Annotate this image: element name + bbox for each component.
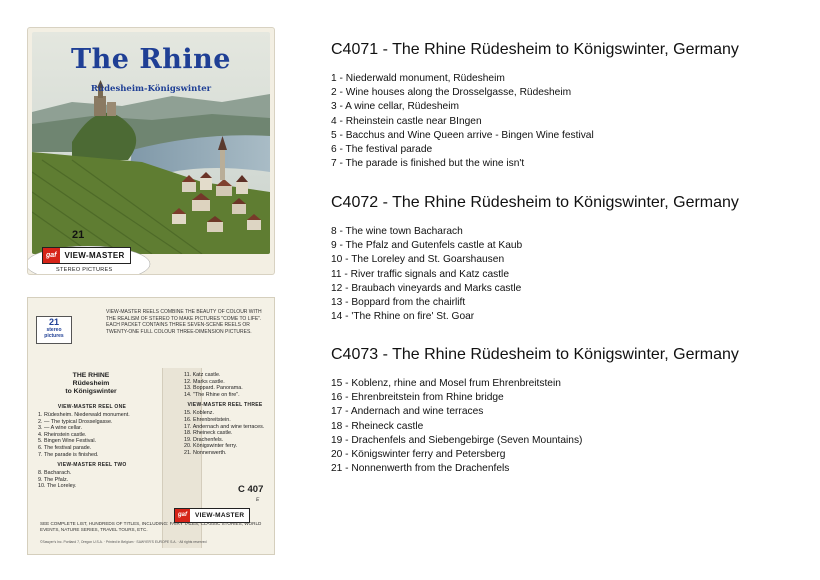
back-title-line3: to Königswinter: [65, 388, 117, 395]
back-badge-number: 21: [48, 317, 59, 327]
list-item: 21 - Nonnenwerth from the Drachenfels: [331, 463, 510, 475]
list-item: 11. Katz castle.: [184, 372, 221, 378]
back-badge-line2: pictures: [44, 333, 64, 339]
gaf-logo: gaf: [43, 248, 60, 263]
list-item: 2. — The typical Drosselgasse.: [38, 418, 113, 425]
product-code-suffix: E: [256, 497, 260, 503]
reel-three-list: [184, 410, 266, 456]
list-item: 3. — A wine cellar.: [38, 425, 83, 432]
reel-one-list: [38, 412, 146, 458]
reel-two-list-left: [38, 470, 146, 490]
list-item: 17 - Andernach and wine terraces: [331, 406, 484, 418]
list-item: 12. Marks castle.: [184, 378, 225, 385]
list-item: 18 - Rheineck castle: [331, 420, 424, 432]
scene-list: [331, 377, 801, 476]
list-item: 4 - Rheinstein castle near BIngen: [331, 115, 482, 127]
list-item: 15 - Koblenz, rhine and Mosel frum Ehrenbreitstein: [331, 378, 561, 389]
front-title: The Rhine: [71, 44, 231, 75]
front-subtitle: Rüdesheim-Königswinter: [90, 84, 212, 94]
list-item: 18. Rheineck castle.: [184, 430, 233, 437]
reel-section-c4071: [331, 41, 801, 171]
list-item: 10 - The Loreley and St. Goarshausen: [331, 254, 505, 266]
list-item: 7. The parade is finished.: [38, 451, 99, 458]
list-item: 12 - Braubach vineyards and Marks castle: [331, 282, 522, 294]
back-title-line1: THE RHINE: [72, 372, 110, 379]
list-item: 10. The Loreley.: [38, 483, 77, 490]
back-title: [36, 372, 146, 396]
back-fine-print: ©Sawyer's Inc. Portland 7, Oregon U.S.A. · Printed in Belgium · SAWYER'S EUROPE S.A. · All rights reserved: [40, 540, 207, 544]
list-item: 20 - Königswinter ferry and Petersberg: [331, 449, 506, 461]
reel-two-list-right: [184, 372, 266, 398]
scene-list: [331, 225, 801, 324]
back-badge: [36, 316, 72, 344]
list-item: 5 - Bacchus and Wine Queen arrive - Bingen Wine festival: [331, 129, 594, 141]
back-left-column: [38, 400, 146, 490]
list-item: 2 - Wine houses along the Drosselgasse, Rüdesheim: [331, 87, 572, 99]
reel-count-badge: 21: [72, 229, 85, 241]
list-item: 9. The Pfalz.: [38, 476, 69, 483]
section-title: C4073 - The Rhine Rüdesheim to Königswinter, Germany: [331, 346, 739, 363]
list-item: 16 - Ehrenbreitstein from Rhine bridge: [331, 392, 504, 404]
back-title-line2: Rüdesheim: [72, 380, 110, 387]
product-code: C 407: [238, 484, 264, 495]
list-item: 14. "The Rhine on fire".: [184, 391, 240, 398]
list-item: 17. Andernach and wine terraces.: [184, 423, 265, 430]
list-item: 6. The festival parade.: [38, 444, 92, 451]
list-item: 20. Königswinter ferry.: [184, 443, 238, 450]
reel-one-heading: VIEW-MASTER REEL ONE: [57, 404, 127, 410]
scene-list: [331, 72, 801, 171]
list-item: 8. Bacharach.: [38, 470, 72, 477]
list-item: 15. Koblenz.: [184, 410, 214, 417]
reel-three-heading: VIEW-MASTER REEL THREE: [187, 402, 263, 409]
section-title: C4071 - The Rhine Rüdesheim to Königswinter, Germany: [331, 41, 739, 58]
list-item: 11 - River traffic signals and Katz castle: [331, 268, 509, 280]
section-title: C4072 - The Rhine Rüdesheim to Königswinter, Germany: [331, 194, 739, 211]
list-item: 13. Boppard. Panorama.: [184, 385, 243, 392]
list-item: 4. Rheinstein castle.: [38, 431, 87, 438]
back-intro-text: VIEW-MASTER REELS COMBINE THE BEAUTY OF COLOUR WITH THE REALISM OF STEREO TO MAKE PICTURES "COME TO LIFE". EACH PACKET CONTAINS THREE SEVEN-SCENE REELS OR TWENTY-ONE FULL COLOUR THREE-DIMENSION PICTURES.: [106, 309, 262, 335]
list-item: 6 - The festival parade: [331, 144, 433, 156]
reel-section-c4072: [331, 194, 801, 324]
list-item: 3 - A wine cellar, Rüdesheim: [331, 101, 459, 113]
list-item: 1 - Niederwald monument, Rüdesheim: [331, 73, 505, 84]
list-item: 21. Nonnenwerth.: [184, 449, 227, 456]
list-item: 19. Drachenfels.: [184, 436, 224, 443]
list-item: 16. Ehrenbreitstein.: [184, 416, 231, 423]
front-bottom-strip: [28, 246, 274, 274]
list-item: 5. Bingen Wine Festival.: [38, 438, 97, 445]
list-item: 8 - The wine town Bacharach: [331, 226, 463, 237]
list-item: 7 - The parade is finished but the wine isn't: [331, 158, 525, 170]
list-item: 9 - The Pfalz and Gutenfels castle at Kaub: [331, 240, 523, 252]
back-cover-image: [28, 298, 274, 554]
back-badge-line1: stereo: [46, 327, 62, 333]
reel-section-c4073: [331, 346, 801, 476]
list-item: 1. Rüdesheim. Niederwald monument.: [38, 412, 130, 418]
list-item: 19 - Drachenfels and Siebengebirge (Seven Mountains): [331, 434, 583, 446]
list-item: 14 - 'The Rhine on fire' St. Goar: [331, 311, 475, 323]
back-footer-text: SEE COMPLETE LIST, HUNDREDS OF TITLES, INCLUDING: FAIRY TALES, CLASSIC STORIES, WORLD EVENTS, NATURE SERIES, TRAVEL TOURS, ETC.: [40, 521, 262, 532]
brand-name: VIEW-MASTER: [64, 251, 125, 260]
back-gaf-logo: gaf: [175, 509, 190, 522]
rhine-landscape-photo: [32, 32, 270, 254]
back-brand-name: VIEW-MASTER: [195, 512, 245, 519]
list-item: 13 - Boppard from the chairlift: [331, 297, 466, 309]
viewmaster-logo: [42, 247, 131, 264]
stereo-pictures-label: STEREO PICTURES: [56, 267, 113, 273]
reel-two-heading: VIEW-MASTER REEL TWO: [57, 462, 127, 469]
back-right-column: [184, 372, 266, 457]
front-cover-image: [28, 28, 274, 274]
